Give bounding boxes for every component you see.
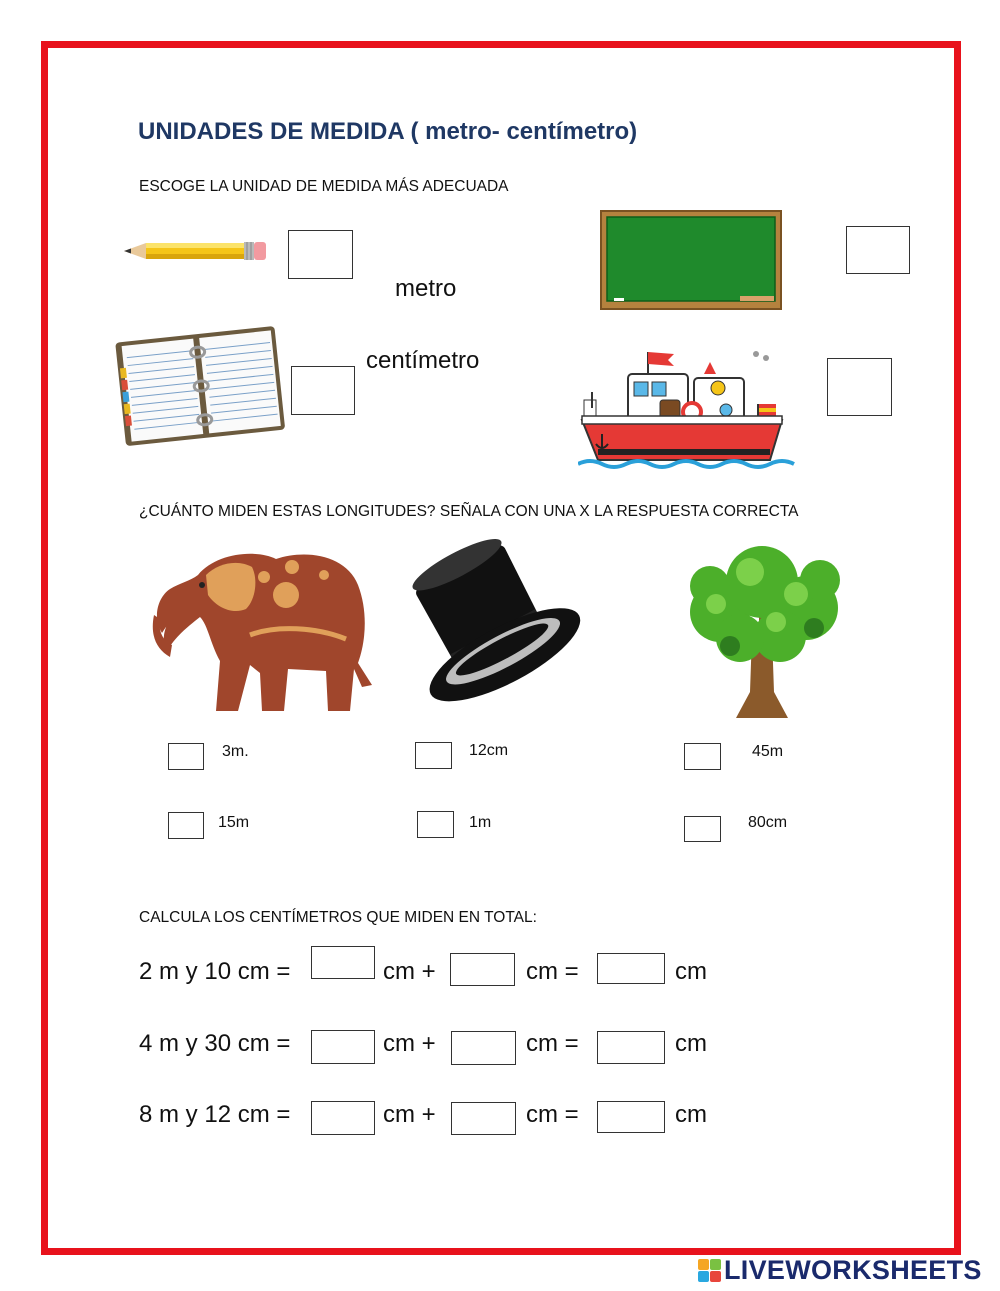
chalkboard-icon	[600, 210, 784, 312]
checkbox-tree-1[interactable]	[684, 743, 721, 770]
option-tree-1: 45m	[752, 743, 784, 760]
equation-expr-3: 8 m y 12 cm =	[139, 1101, 291, 1128]
pencil-icon	[124, 240, 268, 262]
brand-name: LIVEWORKSHEETS	[724, 1254, 982, 1285]
word-centimetro: centímetro	[366, 347, 480, 374]
instruction-calculate: CALCULA LOS CENTÍMETROS QUE MIDEN EN TOTAL:	[139, 909, 537, 926]
input-box-2b[interactable]	[451, 1031, 516, 1065]
answer-box-chalkboard[interactable]	[846, 226, 910, 274]
notebook-icon	[114, 320, 288, 448]
input-box-1c[interactable]	[597, 953, 665, 984]
equals-label-2: cm =	[526, 1030, 579, 1057]
input-box-1b[interactable]	[450, 953, 515, 986]
elephant-icon	[146, 545, 378, 717]
answer-box-boat[interactable]	[827, 358, 892, 416]
page-title: UNIDADES DE MEDIDA ( metro- centímetro)	[138, 118, 638, 145]
liveworksheets-logo	[698, 1255, 982, 1285]
checkbox-hat-1[interactable]	[415, 742, 452, 769]
input-box-1a[interactable]	[311, 946, 375, 979]
option-hat-2: 1m	[469, 814, 492, 831]
plus-label-3: cm +	[383, 1101, 436, 1128]
checkbox-elephant-1[interactable]	[168, 743, 204, 770]
input-box-3a[interactable]	[311, 1101, 375, 1135]
plus-label-2: cm +	[383, 1030, 436, 1057]
unit-label-2: cm	[675, 1030, 707, 1057]
input-box-3b[interactable]	[451, 1102, 516, 1135]
equals-label-3: cm =	[526, 1101, 579, 1128]
unit-label-1: cm	[675, 958, 707, 985]
instruction-how-long: ¿CUÁNTO MIDEN ESTAS LONGITUDES? SEÑALA CON UNA X LA RESPUESTA CORRECTA	[139, 503, 799, 520]
checkbox-hat-2[interactable]	[417, 811, 454, 838]
boat-icon	[578, 348, 796, 472]
unit-label-3: cm	[675, 1101, 707, 1128]
top-hat-icon	[400, 533, 586, 719]
plus-label-1: cm +	[383, 958, 436, 985]
input-box-2a[interactable]	[311, 1030, 375, 1064]
equation-expr-2: 4 m y 30 cm =	[139, 1030, 291, 1057]
answer-box-pencil[interactable]	[288, 230, 353, 279]
logo-mark-icon	[698, 1259, 721, 1282]
option-tree-2: 80cm	[748, 814, 788, 831]
tree-icon	[680, 542, 846, 720]
instruction-choose-unit: ESCOGE LA UNIDAD DE MEDIDA MÁS ADECUADA	[139, 178, 509, 195]
option-elephant-2: 15m	[218, 814, 250, 831]
option-elephant-1: 3m.	[222, 743, 249, 760]
input-box-3c[interactable]	[597, 1101, 665, 1133]
input-box-2c[interactable]	[597, 1031, 665, 1064]
word-metro: metro	[395, 275, 457, 302]
equals-label-1: cm =	[526, 958, 579, 985]
equation-expr-1: 2 m y 10 cm =	[139, 958, 291, 985]
option-hat-1: 12cm	[469, 742, 509, 759]
checkbox-tree-2[interactable]	[684, 816, 721, 842]
checkbox-elephant-2[interactable]	[168, 812, 204, 839]
answer-box-notebook[interactable]	[291, 366, 355, 415]
